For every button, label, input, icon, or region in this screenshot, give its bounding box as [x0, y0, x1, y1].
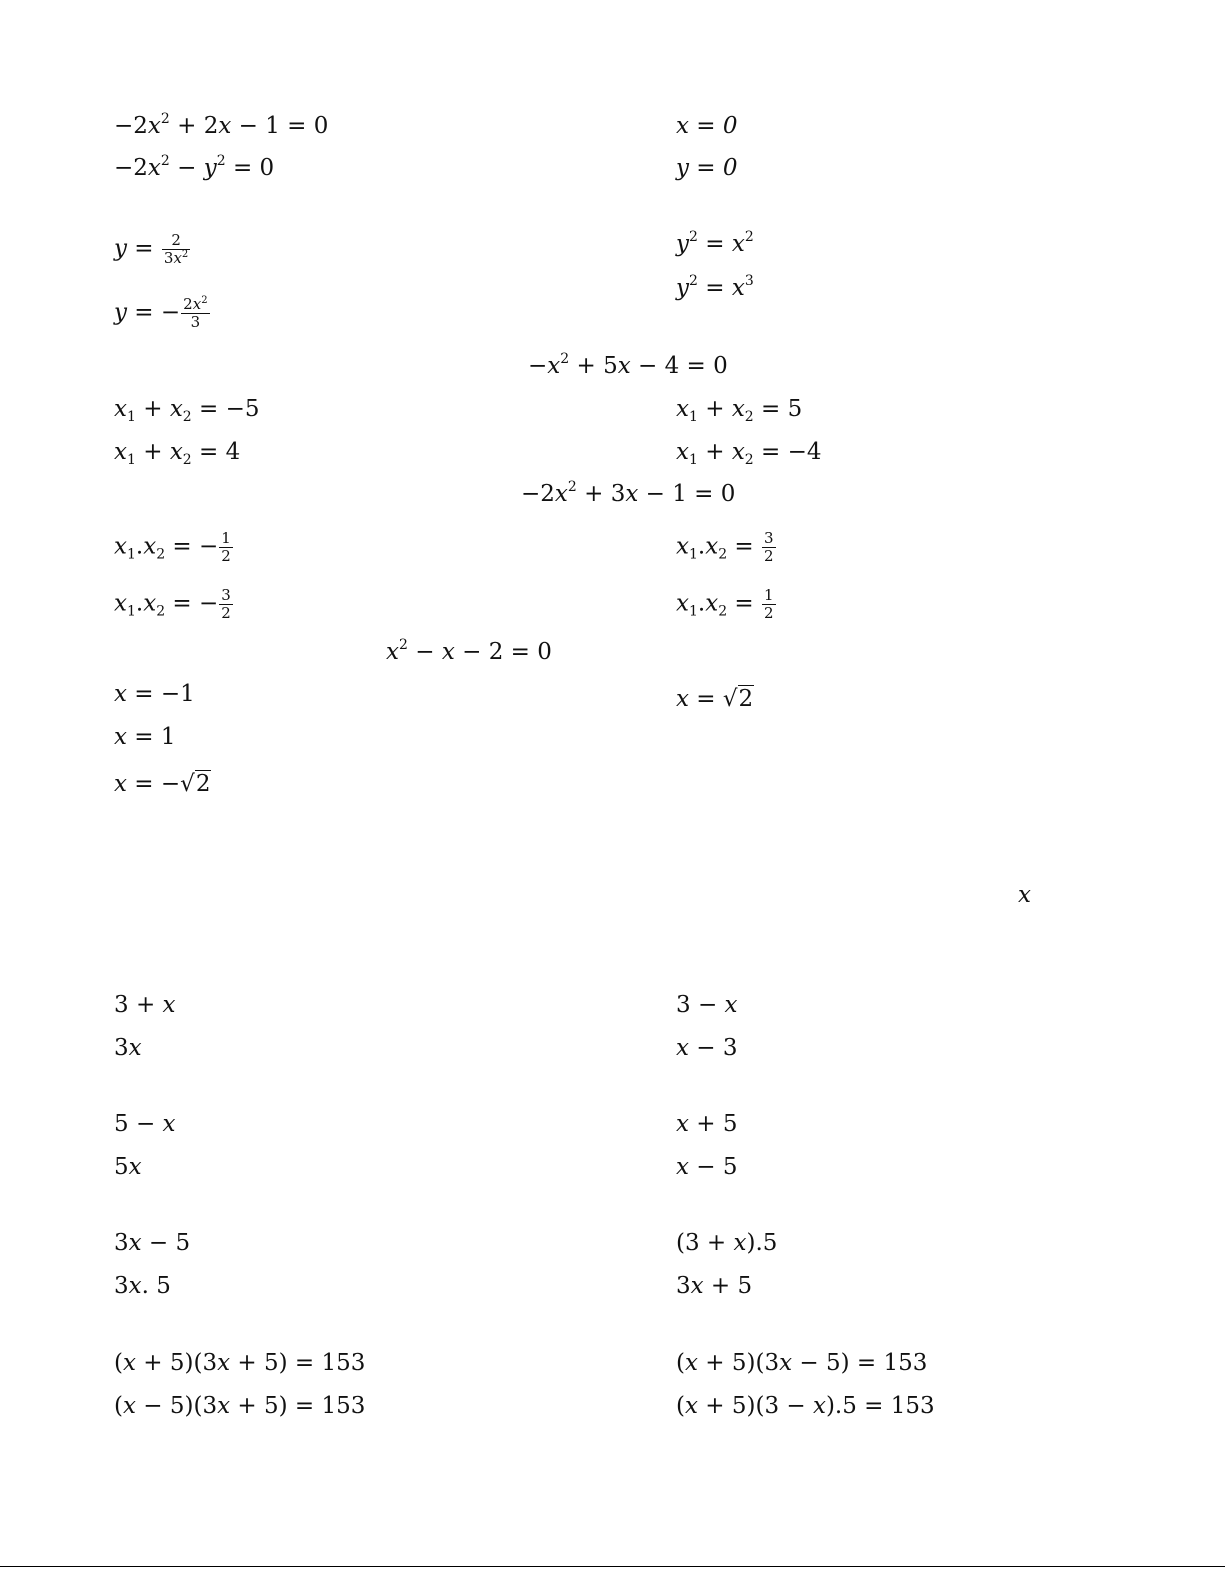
- option-equation: x = 1: [114, 724, 176, 750]
- option-expression: x + 5: [676, 1111, 738, 1137]
- option-equation: y = − $\frac{2x^2}{3}$: [114, 295, 208, 331]
- option-equation: $x_1 + x_2 = 4$: [114, 439, 241, 468]
- option-equation: $x_1 + x_2 = 5$: [676, 396, 803, 425]
- question-equation: $-2x^2 + 3x - 1 = 0$: [521, 479, 736, 507]
- option-expression: 3x + 5: [676, 1273, 753, 1299]
- option-expression: 3 − x: [676, 992, 738, 1018]
- option-expression: x − 5: [676, 1154, 738, 1180]
- option-equation: $x_1 + x_2 = -5$: [114, 396, 260, 425]
- fraction: $\frac{2}{3x^2}$: [163, 231, 189, 267]
- option-expression: 3x − 5: [114, 1230, 191, 1256]
- option-equation: $-2x^2 - y^2 = 0$: [114, 153, 275, 181]
- fraction: $\frac{3}{2}$: [764, 529, 774, 565]
- option-equation: $y^2 = x^2$: [676, 229, 754, 257]
- option-expression: 5 − x: [114, 1111, 176, 1137]
- option-expression: 5x: [114, 1154, 142, 1180]
- option-equation: y = $\frac{2}{3x^2}$: [114, 231, 189, 267]
- page-bottom-divider: [0, 1566, 1225, 1567]
- option-equation: x = −1: [114, 681, 195, 707]
- option-expression: 3x: [114, 1035, 142, 1061]
- fraction: $\frac{1}{2}$: [221, 529, 231, 565]
- option-equation: x = −√2: [114, 771, 211, 797]
- option-equation: $y^2 = x^3$: [676, 273, 754, 301]
- variable-label: x: [1018, 882, 1031, 908]
- option-equation: (x + 5)(3x − 5) = 153: [676, 1350, 928, 1376]
- option-equation: x = √2: [676, 686, 754, 712]
- option-expression: (3 + x).5: [676, 1230, 778, 1256]
- option-equation: (x − 5)(3x + 5) = 153: [114, 1393, 366, 1419]
- fraction: $\frac{3}{2}$: [221, 586, 231, 622]
- square-root: √2: [722, 686, 754, 712]
- option-equation: $x_1.x_2$ = − $\frac{3}{2}$: [114, 586, 231, 622]
- question-equation: $x^2 - x - 2 = 0$: [386, 637, 552, 665]
- fraction: $\frac{1}{2}$: [764, 586, 774, 622]
- option-expression: x − 3: [676, 1035, 738, 1061]
- option-equation: y = 0: [676, 155, 738, 181]
- option-expression: 3 + x: [114, 992, 176, 1018]
- option-equation: $x_1.x_2$ = $\frac{1}{2}$: [676, 586, 774, 622]
- option-equation: $-2x^2 + 2x - 1 = 0$: [114, 111, 329, 139]
- option-equation: $x_1.x_2$ = $\frac{3}{2}$: [676, 529, 774, 565]
- option-equation: (x + 5)(3 − x).5 = 153: [676, 1393, 935, 1419]
- option-equation: x = 0: [676, 113, 738, 139]
- question-equation: $-x^2 + 5x - 4 = 0$: [528, 351, 728, 379]
- option-equation: $x_1.x_2$ = − $\frac{1}{2}$: [114, 529, 231, 565]
- option-expression: 3x. 5: [114, 1273, 171, 1299]
- square-root: √2: [180, 771, 211, 797]
- option-equation: (x + 5)(3x + 5) = 153: [114, 1350, 366, 1376]
- fraction: $\frac{2x^2}{3}$: [183, 295, 208, 331]
- option-equation: $x_1 + x_2 = -4$: [676, 439, 822, 468]
